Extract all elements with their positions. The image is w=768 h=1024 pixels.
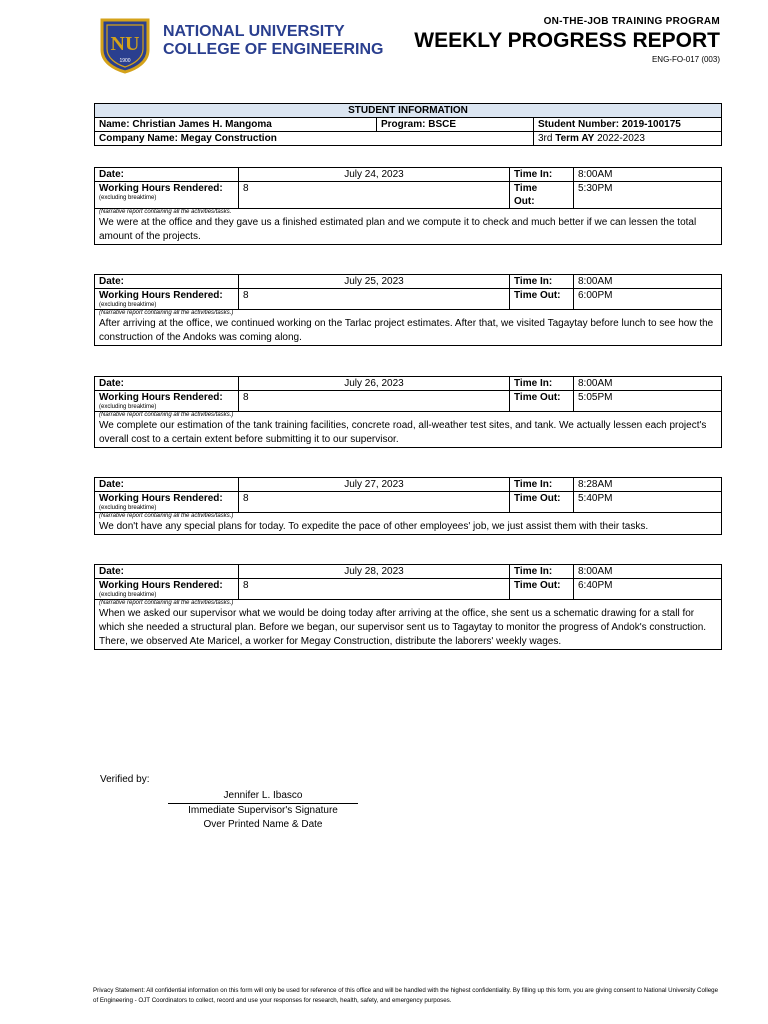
working-hours-label: Working Hours Rendered: — [99, 493, 223, 504]
time-in-value: 8:28AM — [574, 478, 722, 492]
term-cell — [534, 132, 722, 146]
entry-date: July 26, 2023 — [239, 377, 510, 391]
time-out-value: 5:40PM — [574, 492, 722, 513]
term-value: 2022-2023 — [594, 133, 645, 144]
printed-name-label: Over Printed Name & Date — [203, 819, 323, 830]
working-hours-label-cell — [95, 492, 239, 513]
time-in-label: Time In: — [510, 275, 574, 289]
student-info-heading: STUDENT INFORMATION — [95, 104, 722, 118]
working-hours-label: Working Hours Rendered: — [99, 290, 223, 301]
daily-entry-3 — [94, 376, 722, 448]
logo-monogram: NU — [110, 33, 140, 55]
narrative-text: We complete our estimation of the tank training facilities, concrete road, all-weather test sites, and tank. We actually lessen each project's overall cost to a certain extent before submitting it to our supervisor. — [99, 420, 707, 445]
excluding-breaktime-note: (excluding breaktime) — [99, 505, 157, 511]
working-hours-label-cell — [95, 579, 239, 600]
time-in-label: Time In: — [510, 377, 574, 391]
organization-name — [163, 23, 383, 59]
date-label: Date: — [95, 478, 239, 492]
excluding-breaktime-note: (excluding breaktime) — [99, 195, 157, 201]
excluding-breaktime-note: (excluding breaktime) — [99, 302, 157, 308]
student-info-table — [94, 103, 722, 146]
narrative-cell — [95, 412, 722, 448]
date-label: Date: — [95, 565, 239, 579]
time-out-label: Time Out: — [510, 289, 574, 310]
working-hours-label-cell — [95, 391, 239, 412]
time-out-label: Time Out: — [510, 579, 574, 600]
time-out-label: Time Out: — [510, 391, 574, 412]
working-hours-label: Working Hours Rendered: — [99, 580, 223, 591]
supervisor-name: Jennifer L. Ibasco — [223, 790, 303, 801]
date-label: Date: — [95, 275, 239, 289]
student-program: Program: BSCE — [377, 118, 534, 132]
org-line-1: NATIONAL UNIVERSITY — [163, 23, 345, 40]
supervisor-signature-block — [168, 789, 358, 832]
time-in-value: 8:00AM — [574, 275, 722, 289]
date-label: Date: — [95, 377, 239, 391]
hours-rendered: 8 — [239, 289, 510, 310]
form-code: ENG-FO-017 (003) — [651, 55, 720, 64]
narrative-cell — [95, 600, 722, 650]
narrative-text: When we asked our supervisor what we would be doing today after arriving at the office, she sent us a schematic drawing for a stall for which she needed a structural plan. Before we began, our supervisor sent us to Tagaytay to monitor the progress of Andok's construction. There, we observed Ate Maricel, a worker for Megay Construction, distribute the laborers' weekly wages. — [99, 608, 707, 647]
logo-year: 1900 — [119, 58, 131, 64]
report-header — [414, 16, 720, 64]
entry-date: July 25, 2023 — [239, 275, 510, 289]
working-hours-label-cell — [95, 289, 239, 310]
time-in-value: 8:00AM — [574, 168, 722, 182]
time-out-label: Time Out: — [510, 492, 574, 513]
daily-entry-2 — [94, 274, 722, 346]
student-number: Student Number: 2019-100175 — [534, 118, 722, 132]
org-line-2: COLLEGE OF ENGINEERING — [163, 41, 384, 58]
verified-by-label: Verified by: — [100, 774, 150, 785]
time-in-value: 8:00AM — [574, 377, 722, 391]
narrative-hint: (Narrative report containing all the activities/tasks.) — [99, 600, 234, 606]
daily-entry-5 — [94, 564, 722, 650]
date-label: Date: — [95, 168, 239, 182]
term-label: Term AY — [555, 133, 595, 144]
university-seal-logo — [96, 16, 154, 74]
entry-date: July 27, 2023 — [239, 478, 510, 492]
working-hours-label: Working Hours Rendered: — [99, 392, 223, 403]
company-name: Company Name: Megay Construction — [95, 132, 534, 146]
working-hours-label-cell — [95, 182, 239, 209]
working-hours-label: Working Hours Rendered: — [99, 183, 223, 194]
hours-rendered: 8 — [239, 182, 510, 209]
daily-entry-1 — [94, 167, 722, 245]
narrative-hint: (Narrative report containing all the activities/tasks.) — [99, 412, 234, 418]
program-title: ON-THE-JOB TRAINING PROGRAM — [543, 16, 720, 27]
time-out-label-line1: Time — [514, 183, 538, 194]
signature-label: Immediate Supervisor's Signature — [188, 805, 338, 816]
narrative-cell — [95, 513, 722, 535]
excluding-breaktime-note: (excluding breaktime) — [99, 592, 157, 598]
narrative-hint: (Narrative report containing all the activities/tasks.) — [99, 513, 234, 519]
time-out-value: 5:05PM — [574, 391, 722, 412]
time-in-label: Time In: — [510, 565, 574, 579]
excluding-breaktime-note: (excluding breaktime) — [99, 404, 157, 410]
time-in-value: 8:00AM — [574, 565, 722, 579]
narrative-text: After arriving at the office, we continued working on the Tarlac project estimates. After that, we visited Tagaytay before lunch to see how the construction of the Andoks was coming along. — [99, 318, 714, 343]
report-title: WEEKLY PROGRESS REPORT — [414, 29, 720, 52]
narrative-cell — [95, 310, 722, 346]
hours-rendered: 8 — [239, 492, 510, 513]
privacy-statement: Privacy Statement: All confidential information on this form will only be used for reference of this office and will be handled with the highest confidentiality. By filling up this form, you are giving consent to National University College of Engineering - OJT Coordinators to collect, record and use your responses for research, health, safety, and emergency purposes. — [93, 987, 719, 1004]
time-out-value: 6:40PM — [574, 579, 722, 600]
hours-rendered: 8 — [239, 391, 510, 412]
time-out-label-line2: Out: — [514, 196, 535, 207]
time-out-label-cell — [510, 182, 574, 209]
daily-entry-4 — [94, 477, 722, 535]
time-in-label: Time In: — [510, 478, 574, 492]
narrative-hint: (Narrative report containing all the activities/tasks. — [99, 209, 232, 215]
narrative-text: We don't have any special plans for today. To expedite the pace of other employees' job, we just assist them with their tasks. — [99, 521, 649, 532]
hours-rendered: 8 — [239, 579, 510, 600]
time-in-label: Time In: — [510, 168, 574, 182]
term-prefix: 3rd — [538, 133, 556, 144]
narrative-text: We were at the office and they gave us a finished estimated plan and we compute it to check and much better if we can lessen the total amount of the projects. — [99, 217, 697, 242]
narrative-hint: (Narrative report containing all the activities/tasks.) — [99, 310, 234, 316]
entry-date: July 28, 2023 — [239, 565, 510, 579]
time-out-value: 6:00PM — [574, 289, 722, 310]
narrative-cell — [95, 209, 722, 245]
student-name: Name: Christian James H. Mangoma — [95, 118, 377, 132]
entry-date: July 24, 2023 — [239, 168, 510, 182]
time-out-value: 5:30PM — [574, 182, 722, 209]
